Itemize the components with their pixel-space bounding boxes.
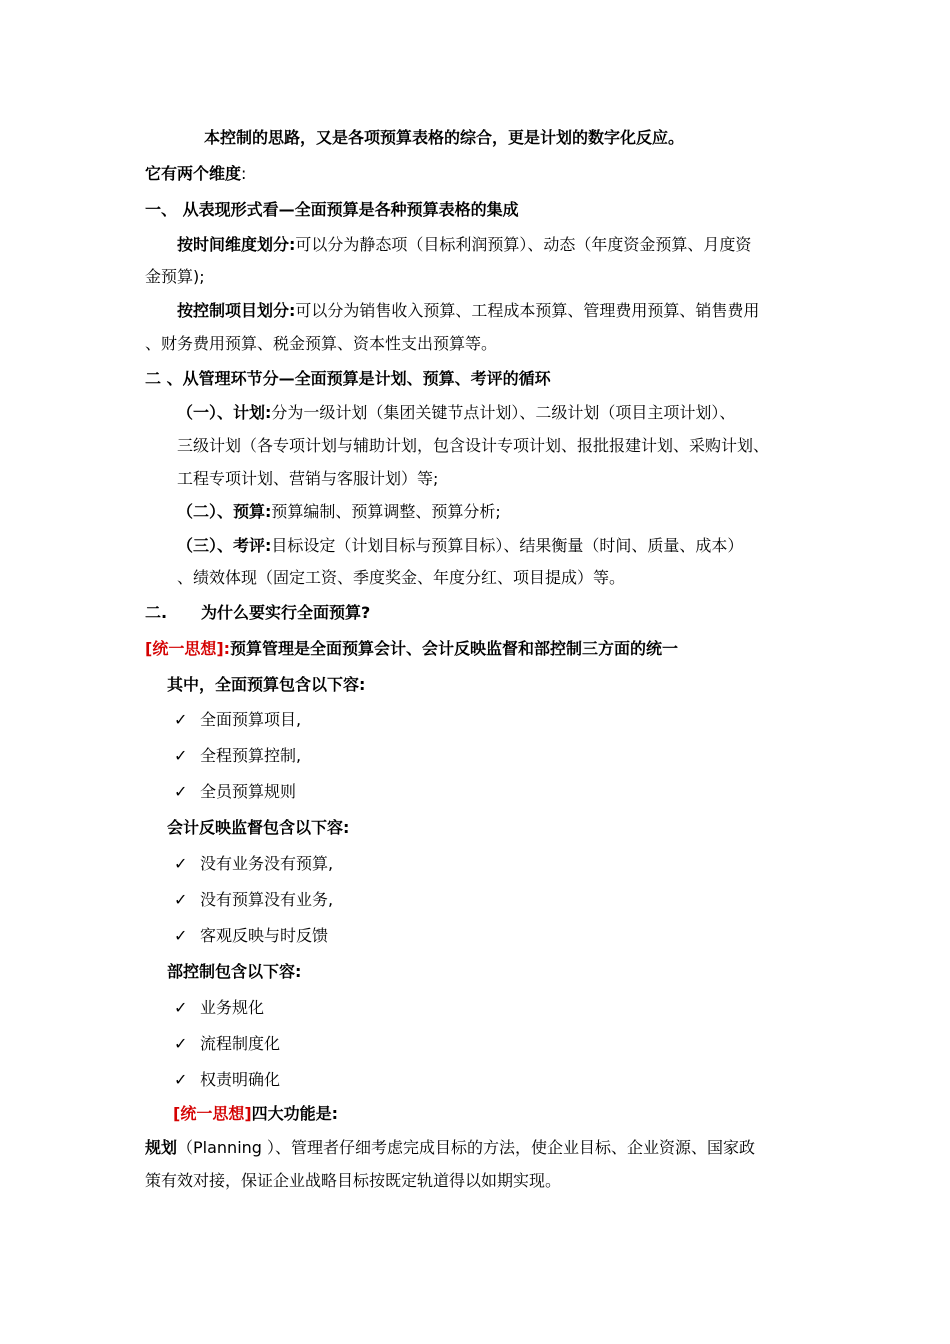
check-icon: ✓ <box>174 926 188 945</box>
budget-label: （二）、预算: <box>177 502 272 521</box>
plan-text-cont-1: 三级计划（各专项计划与辅助计划，包含设计专项计划、报批报建计划、采购计划、 <box>177 436 770 455</box>
section3-number: 二. <box>145 603 168 622</box>
section1-heading: 一、 从表现形式看—全面预算是各种预算表格的集成 <box>145 200 519 219</box>
check-icon: ✓ <box>174 890 188 909</box>
group3-item-text: 流程制度化 <box>200 1034 281 1053</box>
unify-line <box>145 638 678 660</box>
control-item-text: 可以分为销售收入预算、工程成本预算、管理费用预算、销售费用 <box>295 301 760 320</box>
check-icon: ✓ <box>174 1070 188 1089</box>
check-icon: ✓ <box>174 710 188 729</box>
section2-heading: 二 、从管理环节分—全面预算是计划、预算、考评的循环 <box>145 369 551 388</box>
group1-item <box>174 709 301 731</box>
evaluation-text: 目标设定（计划目标与预算目标）、结果衡量（时间、质量、成本） <box>271 536 744 555</box>
group3-item <box>174 1033 280 1055</box>
group2-item <box>174 889 333 911</box>
check-icon: ✓ <box>174 782 188 801</box>
group2-item <box>174 925 328 947</box>
plan-line <box>177 402 735 424</box>
group1-item-text: 全程预算控制, <box>200 746 302 765</box>
control-item-text-cont: 、财务费用预算、税金预算、资本性支出预算等。 <box>145 334 498 353</box>
time-dimension-text-cont: 金预算); <box>145 267 205 286</box>
group1-heading: 其中，全面预算包含以下容: <box>167 675 366 694</box>
planning-text-cont: 策有效对接，保证企业战略目标按既定轨道得以如期实现。 <box>145 1171 562 1190</box>
check-icon: ✓ <box>174 746 188 765</box>
check-icon: ✓ <box>174 1034 188 1053</box>
budget-line <box>177 501 501 523</box>
group2-heading: 会计反映监督包含以下容: <box>167 818 350 837</box>
control-item-line <box>177 300 759 322</box>
check-icon: ✓ <box>174 854 188 873</box>
group3-item <box>174 997 264 1019</box>
plan-label: （一）、计划: <box>177 403 272 422</box>
group2-item <box>174 853 333 875</box>
group2-item-text: 客观反映与时反馈 <box>200 926 329 945</box>
plan-text-cont-2: 工程专项计划、营销与客服计划）等; <box>177 469 439 488</box>
group3-item-text: 权责明确化 <box>200 1070 281 1089</box>
time-dimension-label: 按时间维度划分: <box>177 235 296 254</box>
dimensions-line <box>145 163 246 185</box>
intro-line: 本控制的思路，又是各项预算表格的综合，更是计划的数字化反应。 <box>204 128 685 147</box>
unify-tag: [统一思想]: <box>145 639 231 658</box>
control-item-label: 按控制项目划分: <box>177 301 296 320</box>
group2-item-text: 没有预算没有业务, <box>200 890 334 909</box>
evaluation-label: （三）、考评: <box>177 536 272 555</box>
group1-item-text: 全员预算规则 <box>200 782 297 801</box>
group3-item-text: 业务规化 <box>200 998 265 1017</box>
group1-item-text: 全面预算项目, <box>200 710 302 729</box>
four-functions-text: 四大功能是: <box>251 1104 339 1123</box>
dimensions-colon: : <box>241 164 247 183</box>
group3-item <box>174 1069 280 1091</box>
planning-text: （Planning ）、管理者仔细考虑完成目标的方法，使企业目标、企业资源、国家政 <box>177 1138 756 1157</box>
evaluation-line <box>177 535 743 557</box>
group1-item <box>174 745 301 767</box>
planning-line <box>145 1137 755 1159</box>
time-dimension-line <box>177 234 751 256</box>
section3-heading: 为什么要实行全面预算? <box>201 603 371 622</box>
group2-item-text: 没有业务没有预算, <box>200 854 334 873</box>
group3-heading: 部控制包含以下容: <box>167 962 302 981</box>
dimensions-heading: 它有两个维度 <box>145 164 242 183</box>
check-icon: ✓ <box>174 998 188 1017</box>
time-dimension-text: 可以分为静态项（目标利润预算）、动态（年度资金预算、月度资 <box>295 235 752 254</box>
group1-item <box>174 781 296 803</box>
budget-text: 预算编制、预算调整、预算分析; <box>271 502 501 521</box>
evaluation-text-cont: 、绩效体现（固定工资、季度奖金、年度分红、项目提成）等。 <box>177 568 626 587</box>
planning-label: 规划 <box>145 1138 178 1157</box>
four-functions-line <box>173 1103 338 1125</box>
four-functions-tag: [统一思想] <box>173 1104 252 1123</box>
plan-text: 分为一级计划（集团关键节点计划）、二级计划（项目主项计划）、 <box>271 403 736 422</box>
unify-text: 预算管理是全面预算会计、会计反映监督和部控制三方面的统一 <box>230 639 679 658</box>
